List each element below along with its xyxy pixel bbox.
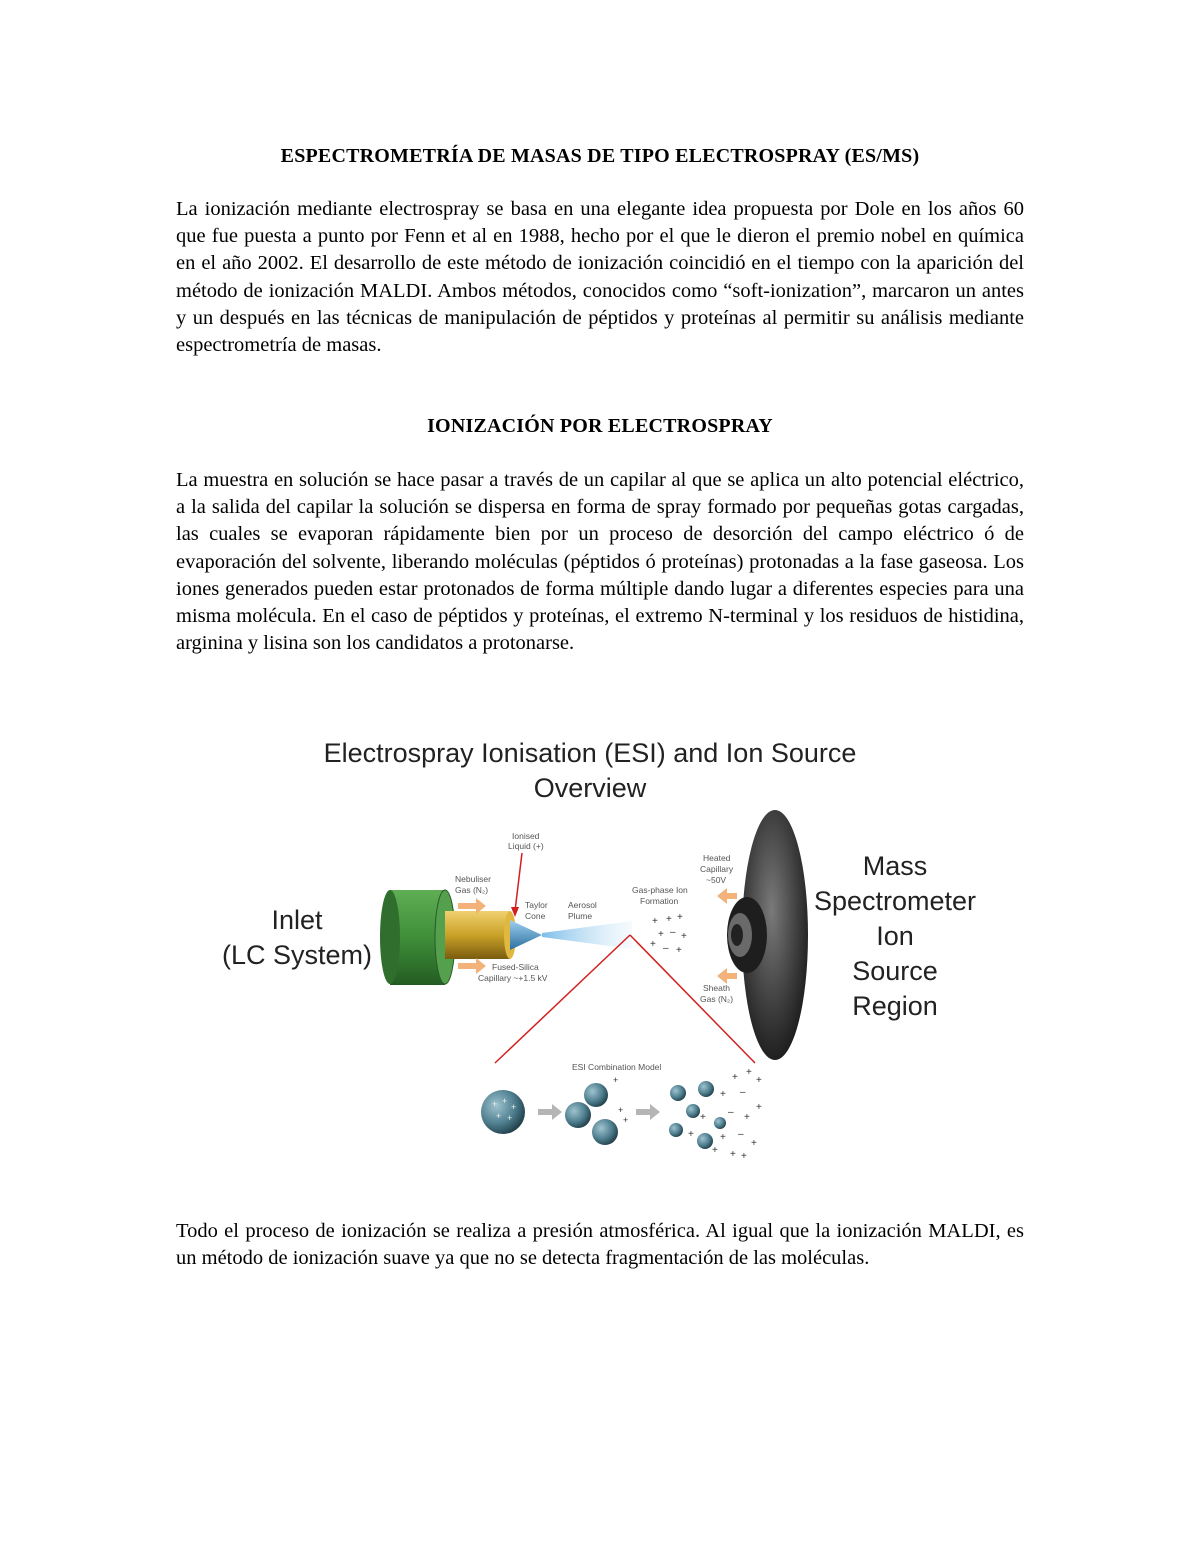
svg-text:+: + xyxy=(720,1132,726,1143)
svg-text:+: + xyxy=(741,1151,747,1162)
ionization-paragraph: La muestra en solución se hace pasar a través de un capilar al que se aplica un alto potencial eléctrico, a la salida del capilar la solución se dispersa en forma de spray formado por pequeñas gotas cargadas, las cuales se evaporan rápidamente bien por un proceso de desorción del campo eléctrico ó de evaporación del solvente, liberando moléculas (péptidos ó proteínas) protonadas a la fase gaseosa. Los iones generados pueden estar protonados de forma múltiple dando lugar a diferentes especies para una misma molécula. En el caso de péptidos y proteínas, el extremo N-terminal y los residuos de histidina, arginina y lisina son los candidatos a protonarse. xyxy=(176,469,1024,655)
ms-label-line2: Spectrometer xyxy=(813,886,977,916)
aerosol-label-2: Plume xyxy=(568,911,593,921)
heated-label-1: Heated xyxy=(703,853,731,863)
sheath-gas-arrow xyxy=(717,968,737,984)
svg-text:+: + xyxy=(496,1111,502,1121)
svg-text:–: – xyxy=(670,927,676,938)
svg-text:+: + xyxy=(712,1145,718,1156)
svg-text:+: + xyxy=(744,1112,750,1123)
ms-label-line5: Region xyxy=(852,991,938,1021)
svg-text:+: + xyxy=(700,1112,706,1123)
svg-text:+: + xyxy=(507,1113,513,1123)
svg-text:+: + xyxy=(511,1102,517,1112)
heated-label-2: Capillary xyxy=(700,864,734,874)
svg-text:+: + xyxy=(658,929,664,940)
nebuliser-gas-arrow-bottom xyxy=(458,958,486,974)
taylor-cone xyxy=(510,920,542,950)
gasphase-label-2: Formation xyxy=(640,896,679,906)
sheath-label-1: Sheath xyxy=(703,983,730,993)
inlet-label-line1: Inlet xyxy=(271,905,323,935)
taylor-label-1: Taylor xyxy=(525,900,548,910)
heated-capillary-arrow xyxy=(717,888,737,904)
lc-inlet-cylinder xyxy=(380,890,455,985)
ms-label-line3: Ion xyxy=(876,921,914,951)
svg-text:–: – xyxy=(728,1107,734,1118)
svg-text:+: + xyxy=(681,931,687,942)
fused-label-2: Capillary ~+1.5 kV xyxy=(478,973,548,983)
nebuliser-label-1: Nebuliser xyxy=(455,874,491,884)
nebuliser-label-2: Gas (N₂) xyxy=(455,885,489,895)
sheath-label-2: Gas (N₂) xyxy=(700,994,734,1004)
esi-diagram xyxy=(200,725,1000,1175)
inlet-label-line2: (LC System) xyxy=(221,940,373,970)
gasphase-label-1: Gas-phase Ion xyxy=(632,885,688,895)
svg-text:+: + xyxy=(688,1129,694,1140)
closing-paragraph: Todo el proceso de ionización se realiza a presión atmosférica. Al igual que la ionización MALDI, es un método de ionización suave ya que no se detecta fragmentación de las moléculas. xyxy=(176,1220,1024,1270)
zoom-line-left xyxy=(495,935,630,1063)
capillary xyxy=(445,911,516,959)
heading-ionizacion: IONIZACIÓN POR ELECTROSPRAY xyxy=(427,415,773,437)
ionised-label-2: Liquid (+) xyxy=(508,841,544,851)
svg-text:+: + xyxy=(732,1072,738,1083)
svg-text:+: + xyxy=(746,1067,752,1078)
svg-text:+: + xyxy=(623,1115,629,1125)
svg-text:+: + xyxy=(676,945,682,956)
svg-text:+: + xyxy=(666,914,672,925)
svg-text:+: + xyxy=(652,916,658,927)
svg-text:+: + xyxy=(730,1149,736,1160)
svg-text:+: + xyxy=(613,1075,619,1085)
taylor-label-2: Cone xyxy=(525,911,546,921)
mass-spectrometer-disc xyxy=(727,810,808,1060)
svg-text:+: + xyxy=(677,912,683,923)
heading-es-ms: ESPECTROMETRÍA DE MASAS DE TIPO ELECTROSPRAY (ES/MS) xyxy=(280,145,920,167)
svg-text:–: – xyxy=(740,1087,746,1098)
figure-title-line1: Electrospray Ionisation (ESI) and Ion Source xyxy=(323,738,857,768)
esi-combination-model xyxy=(481,1067,762,1162)
model-label: ESI Combination Model xyxy=(572,1062,662,1072)
fused-label-1: Fused-Silica xyxy=(492,962,539,972)
gas-phase-ions xyxy=(650,912,687,956)
heated-label-3: ~50V xyxy=(706,875,727,885)
svg-text:+: + xyxy=(650,939,656,950)
ms-label-line4: Source xyxy=(852,956,938,986)
ms-label-line1: Mass xyxy=(862,851,928,881)
esi-figure xyxy=(200,725,1000,1175)
svg-text:–: – xyxy=(738,1129,744,1140)
svg-text:+: + xyxy=(502,1096,508,1106)
ionised-label-1: Ionised xyxy=(512,831,540,841)
ms-region-label xyxy=(814,851,976,1021)
svg-text:+: + xyxy=(756,1075,762,1086)
svg-text:+: + xyxy=(492,1099,498,1109)
svg-text:+: + xyxy=(751,1138,757,1149)
svg-text:–: – xyxy=(663,943,669,954)
figure-title-line2: Overview xyxy=(533,773,647,803)
svg-text:+: + xyxy=(720,1089,726,1100)
svg-text:+: + xyxy=(756,1102,762,1113)
svg-text:+: + xyxy=(618,1105,624,1115)
aerosol-plume xyxy=(542,921,632,949)
aerosol-label-1: Aerosol xyxy=(568,900,597,910)
ionised-liquid-pointer xyxy=(515,853,522,911)
intro-paragraph: La ionización mediante electrospray se basa en una elegante idea propuesta por Dole en los años 60 que fue puesta a punto por Fenn et al en 1988, hecho por el que le dieron el premio nobel en química en el año 2002. El desarrollo de este método de ionización coincidió en el tiempo con la aparición del método de ionización MALDI. Ambos métodos, conocidos como “soft-ionization”, marcaron un antes y un después en las técnicas de manipulación de péptidos y proteínas al permitir su análisis mediante espectrometría de masas. xyxy=(176,198,1024,357)
